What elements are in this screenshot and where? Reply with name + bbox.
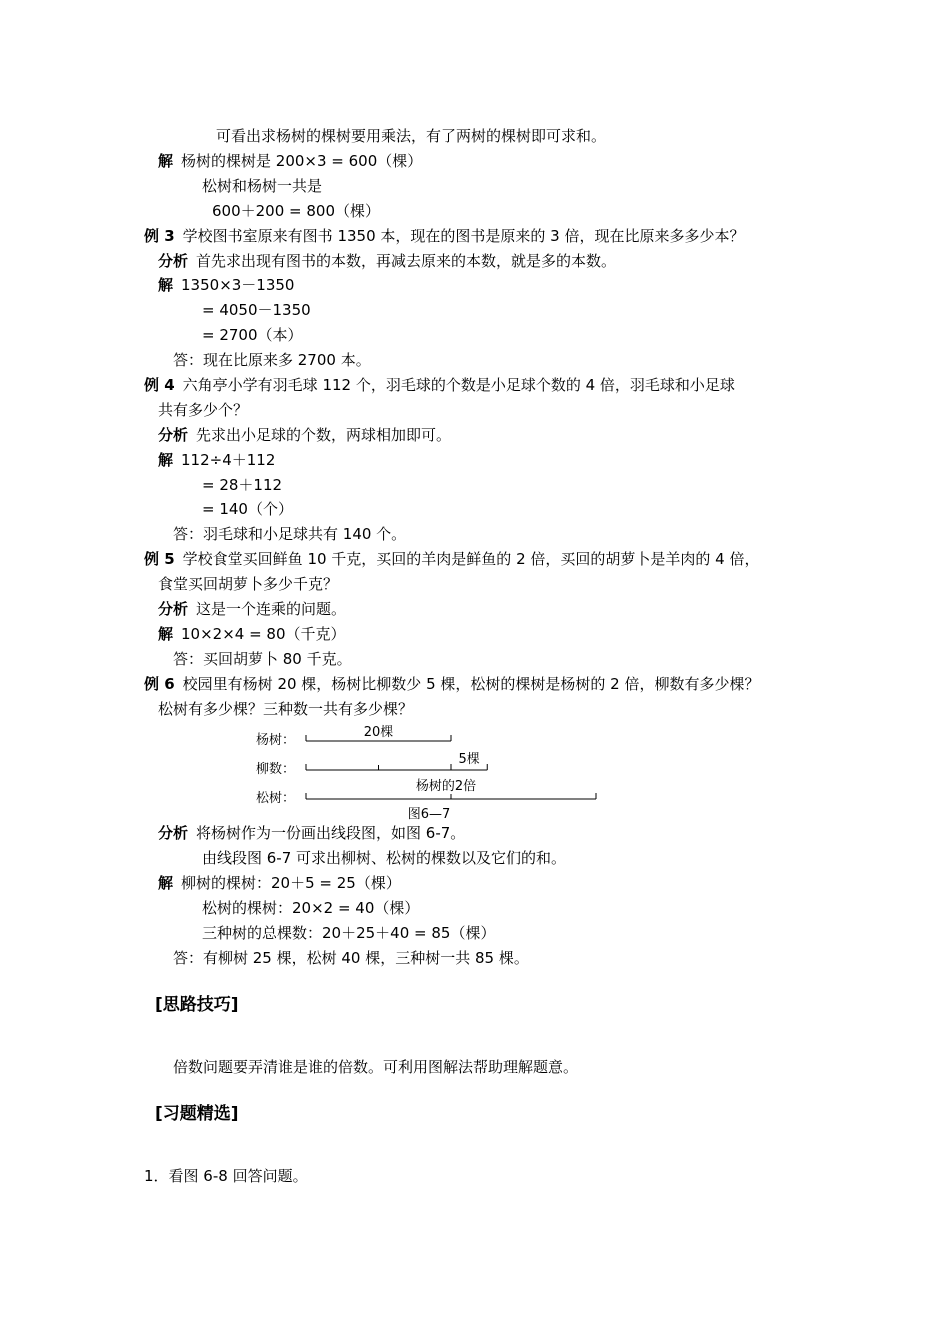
ex6-analysis	[158, 823, 465, 843]
ex4-solve	[158, 450, 275, 470]
ex3-analysis	[158, 251, 616, 271]
intro-text: 可看出求杨树的棵树要用乘法，有了两树的棵树即可求和。	[216, 127, 607, 145]
example-label: 例 3	[144, 227, 175, 245]
ex6-question	[144, 674, 759, 694]
solve-line: 柳树的棵树：20＋5 = 25（棵）	[181, 874, 401, 892]
analysis-label: 分析	[158, 426, 189, 444]
example-label: 例 6	[144, 675, 175, 693]
row-label-poplar: 杨树：	[256, 733, 296, 748]
solve-line: 600＋200 = 800（棵）	[212, 202, 380, 220]
solve-line: = 4050－1350	[202, 301, 311, 319]
row-label-pine: 松树：	[256, 791, 296, 806]
solve-label: 解	[158, 625, 174, 643]
solve-line: 松树的棵树：20×2 = 40（棵）	[202, 899, 420, 917]
line-segment-figure	[250, 722, 610, 826]
solve-label: 解	[158, 451, 174, 469]
analysis-text: 由线段图 6-7 可求出柳树、松树的棵数以及它们的和。	[202, 849, 567, 867]
solve-label: 解	[158, 152, 174, 170]
question-text: 食堂买回胡萝卜多少千克？	[158, 575, 339, 593]
answer-text: 答：买回胡萝卜 80 千克。	[173, 650, 352, 668]
solve-line: = 2700（本）	[202, 326, 303, 344]
solve-line: 112÷4＋112	[181, 451, 276, 469]
analysis-text: 先求出小足球的个数，两球相加即可。	[196, 426, 452, 444]
question-text: 六角亭小学有羽毛球 112 个，羽毛球的个数是小足球个数的 4 倍，羽毛球和小足球	[182, 376, 735, 394]
solve-label: 解	[158, 276, 174, 294]
exercises-heading: [习题精选]	[155, 1104, 239, 1124]
ex5-question	[144, 549, 759, 569]
answer-text: 答：羽毛球和小足球共有 140 个。	[173, 525, 407, 543]
question-text: 学校食堂买回鲜鱼 10 千克，买回的羊肉是鲜鱼的 2 倍，买回的胡萝卜是羊肉的 4 倍，	[182, 550, 760, 568]
answer-text: 答：现在比原来多 2700 本。	[173, 351, 371, 369]
solve-line: 1350×3－1350	[181, 276, 295, 294]
analysis-label: 分析	[158, 600, 189, 618]
analysis-label: 分析	[158, 824, 189, 842]
tips-heading: [思路技巧]	[155, 995, 239, 1015]
solve-line: 三种树的总棵数：20＋25＋40 = 85（棵）	[202, 924, 496, 942]
tips-text: 倍数问题要弄清谁是谁的倍数。可利用图解法帮助理解题意。	[173, 1058, 579, 1076]
example-label: 例 4	[144, 376, 175, 394]
ex5-solve	[158, 624, 346, 644]
question-text: 学校图书室原来有图书 1350 本，现在的图书是原来的 3 倍，现在比原来多多少本？	[182, 227, 745, 245]
row-label-willow: 柳数：	[256, 762, 296, 777]
exercise-item: 1．看图 6-8 回答问题。	[144, 1167, 308, 1185]
example-label: 例 5	[144, 550, 175, 568]
solve-line: 松树和杨树一共是	[202, 177, 323, 195]
solve-line: 10×2×4 = 80（千克）	[181, 625, 346, 643]
question-text: 校园里有杨树 20 棵，杨树比柳数少 5 棵，松树的棵树是杨树的 2 倍，柳数有多少棵？	[182, 675, 760, 693]
answer-text: 答：有柳树 25 棵，松树 40 棵，三种树一共 85 棵。	[173, 949, 529, 967]
analysis-text: 这是一个连乘的问题。	[196, 600, 347, 618]
analysis-text: 将杨树作为一份画出线段图，如图 6-7。	[196, 824, 466, 842]
solve-line: = 28＋112	[202, 476, 283, 494]
ex3-question	[144, 226, 744, 246]
solve-line: 杨树的棵树是 200×3 = 600（棵）	[181, 152, 423, 170]
ex2-solve	[158, 151, 422, 171]
ex4-analysis	[158, 425, 451, 445]
analysis-label: 分析	[158, 252, 189, 270]
ex5-analysis	[158, 599, 346, 619]
analysis-text: 首先求出现有图书的本数，再减去原来的本数，就是多的本数。	[196, 252, 617, 270]
ex6-solve	[158, 873, 401, 893]
ex3-solve	[158, 275, 294, 295]
ex4-question	[144, 375, 735, 395]
question-text: 松树有多少棵？三种数一共有多少棵？	[158, 700, 414, 718]
question-text: 共有多少个？	[158, 401, 249, 419]
figure-caption: 图6—7	[407, 807, 451, 822]
solve-label: 解	[158, 874, 174, 892]
solve-line: = 140（个）	[202, 500, 293, 518]
label-20: 20棵	[363, 725, 394, 740]
label-double: 杨树的2倍	[415, 779, 477, 794]
label-5: 5棵	[458, 752, 480, 767]
